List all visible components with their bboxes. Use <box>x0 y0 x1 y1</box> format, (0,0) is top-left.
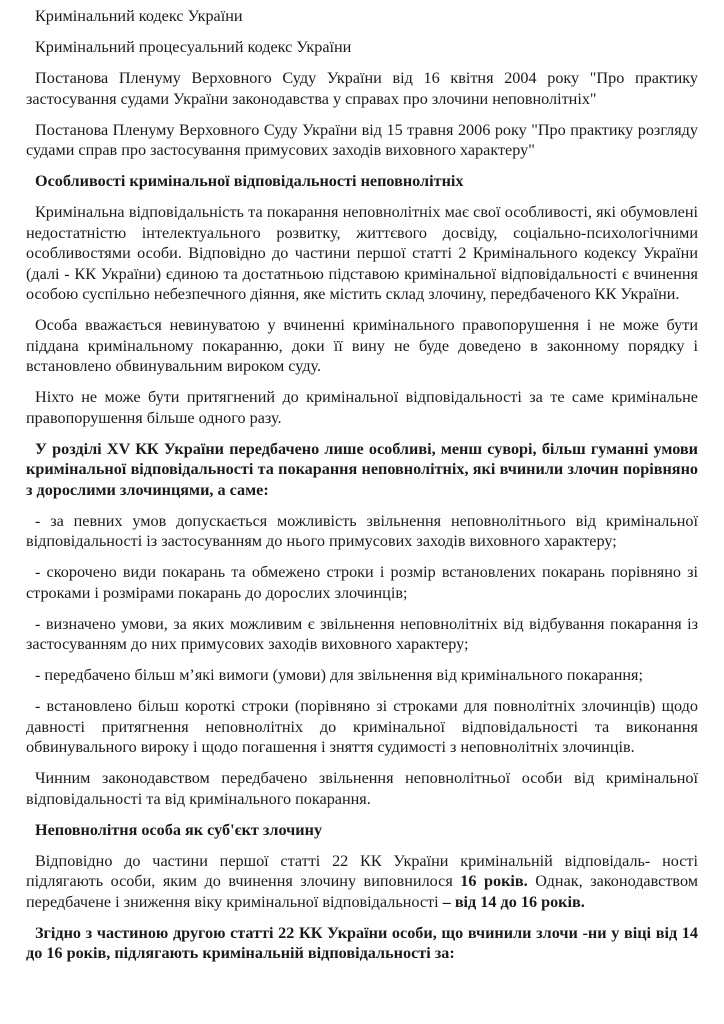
list-item: - скорочено види покарань та обмежено строки і розмір встановлених покарань порівняно зі строками і розмірами покарань до дорослих злочинців; <box>26 563 698 602</box>
bold-text-run: 16 років. <box>460 872 528 890</box>
section-heading: Особливості кримінальної відповідальності неповнолітніх <box>35 172 464 190</box>
document-page <box>26 6 698 974</box>
paragraph: Особа вважається невинуватою у вчиненні кримінального правопорушення і не може бути піддана кримінальному покаранню, доки її вину не буде доведено в законному порядку і встановлено обвинувальним вироком суду. <box>26 316 698 375</box>
source-item: Кримінальний процесуальний кодекс України <box>35 38 352 56</box>
list-item: - визначено умови, за яких можливим є звільнення неповнолітніх від відбування покарання із застосуванням до них примусових заходів виховного характеру; <box>26 614 698 653</box>
list-item: - передбачено більш м’які вимоги (умови) для звільнення від кримінального покарання; <box>35 666 643 684</box>
source-item: Постанова Пленуму Верховного Суду України від 16 квітня 2004 року "Про практику застосування судами України законодавства у справах про злочини неповнолітніх" <box>26 69 698 108</box>
paragraph: Ніхто не може бути притягнений до кримінальної відповідальності за те саме кримінальне правопорушення більше одного разу. <box>26 388 698 427</box>
list-item: - встановлено більш короткі строки (порівняно зі строками для повнолітніх злочинців) щодо давності притягнення неповнолітніх до кримінальної відповідальності та виконання обвинувального вироку і щодо погашення і зняття судимості з неповнолітніх злочинців. <box>26 697 698 756</box>
paragraph: Кримінальна відповідальність та покарання неповнолітніх має свої особливості, які обумовлені недостатністю інтелектуального розвитку, життєвого досвіду, соціально-психологічними особливостями особи. Відповідно до частини першої статті 2 Кримінального кодексу України (далі - КК України) єдиною та достатньою підставою кримінальної відповідальності є вчинення особою суспільно небезпечного діяння, яке містить склад злочину, передбаченого КК України. <box>26 203 698 303</box>
source-item: Кримінальний кодекс України <box>35 7 243 25</box>
bold-text-run: – від 14 до 16 років. <box>442 892 585 911</box>
closing-paragraph: Чинним законодавством передбачено звільнення неповнолітньої особи від кримінальної відповідальності та від кримінального покарання. <box>26 769 698 808</box>
source-item: Постанова Пленуму Верховного Суду України від 15 травня 2006 року "Про практику розгляду судами справ про застосування примусових заходів виховного характеру" <box>26 120 698 159</box>
list-item: - за певних умов допускається можливість звільнення неповнолітнього від кримінальної відповідальності із застосуванням до нього примусових заходів виховного характеру; <box>26 511 698 550</box>
text-run: Відповідно до частини першої статті 22 КК України кримінальній відповідаль- ності підлягають особи, яким до вчинення злочину виповнилося <box>26 851 698 890</box>
bold-paragraph: Згідно з частиною другою статті 22 КК України особи, що вчинили злочи -ни у віці від 14 до 16 років, підлягають кримінальній відповідальності за: <box>26 923 698 962</box>
text-run: Однак, законодавством передбачене і зниження віку кримінальної відповідальності <box>26 872 698 911</box>
bold-intro-paragraph: У розділі XV КК України передбачено лише особливі, менш суворі, більш гуманні умови кримінальної відповідальності та покарання неповнолітніх, які вчинили злочин порівняно з дорослими злочинцями, а саме: <box>26 439 698 499</box>
paragraph <box>26 851 698 913</box>
section-heading: Неповнолітня особа як суб'єкт злочину <box>35 820 323 839</box>
